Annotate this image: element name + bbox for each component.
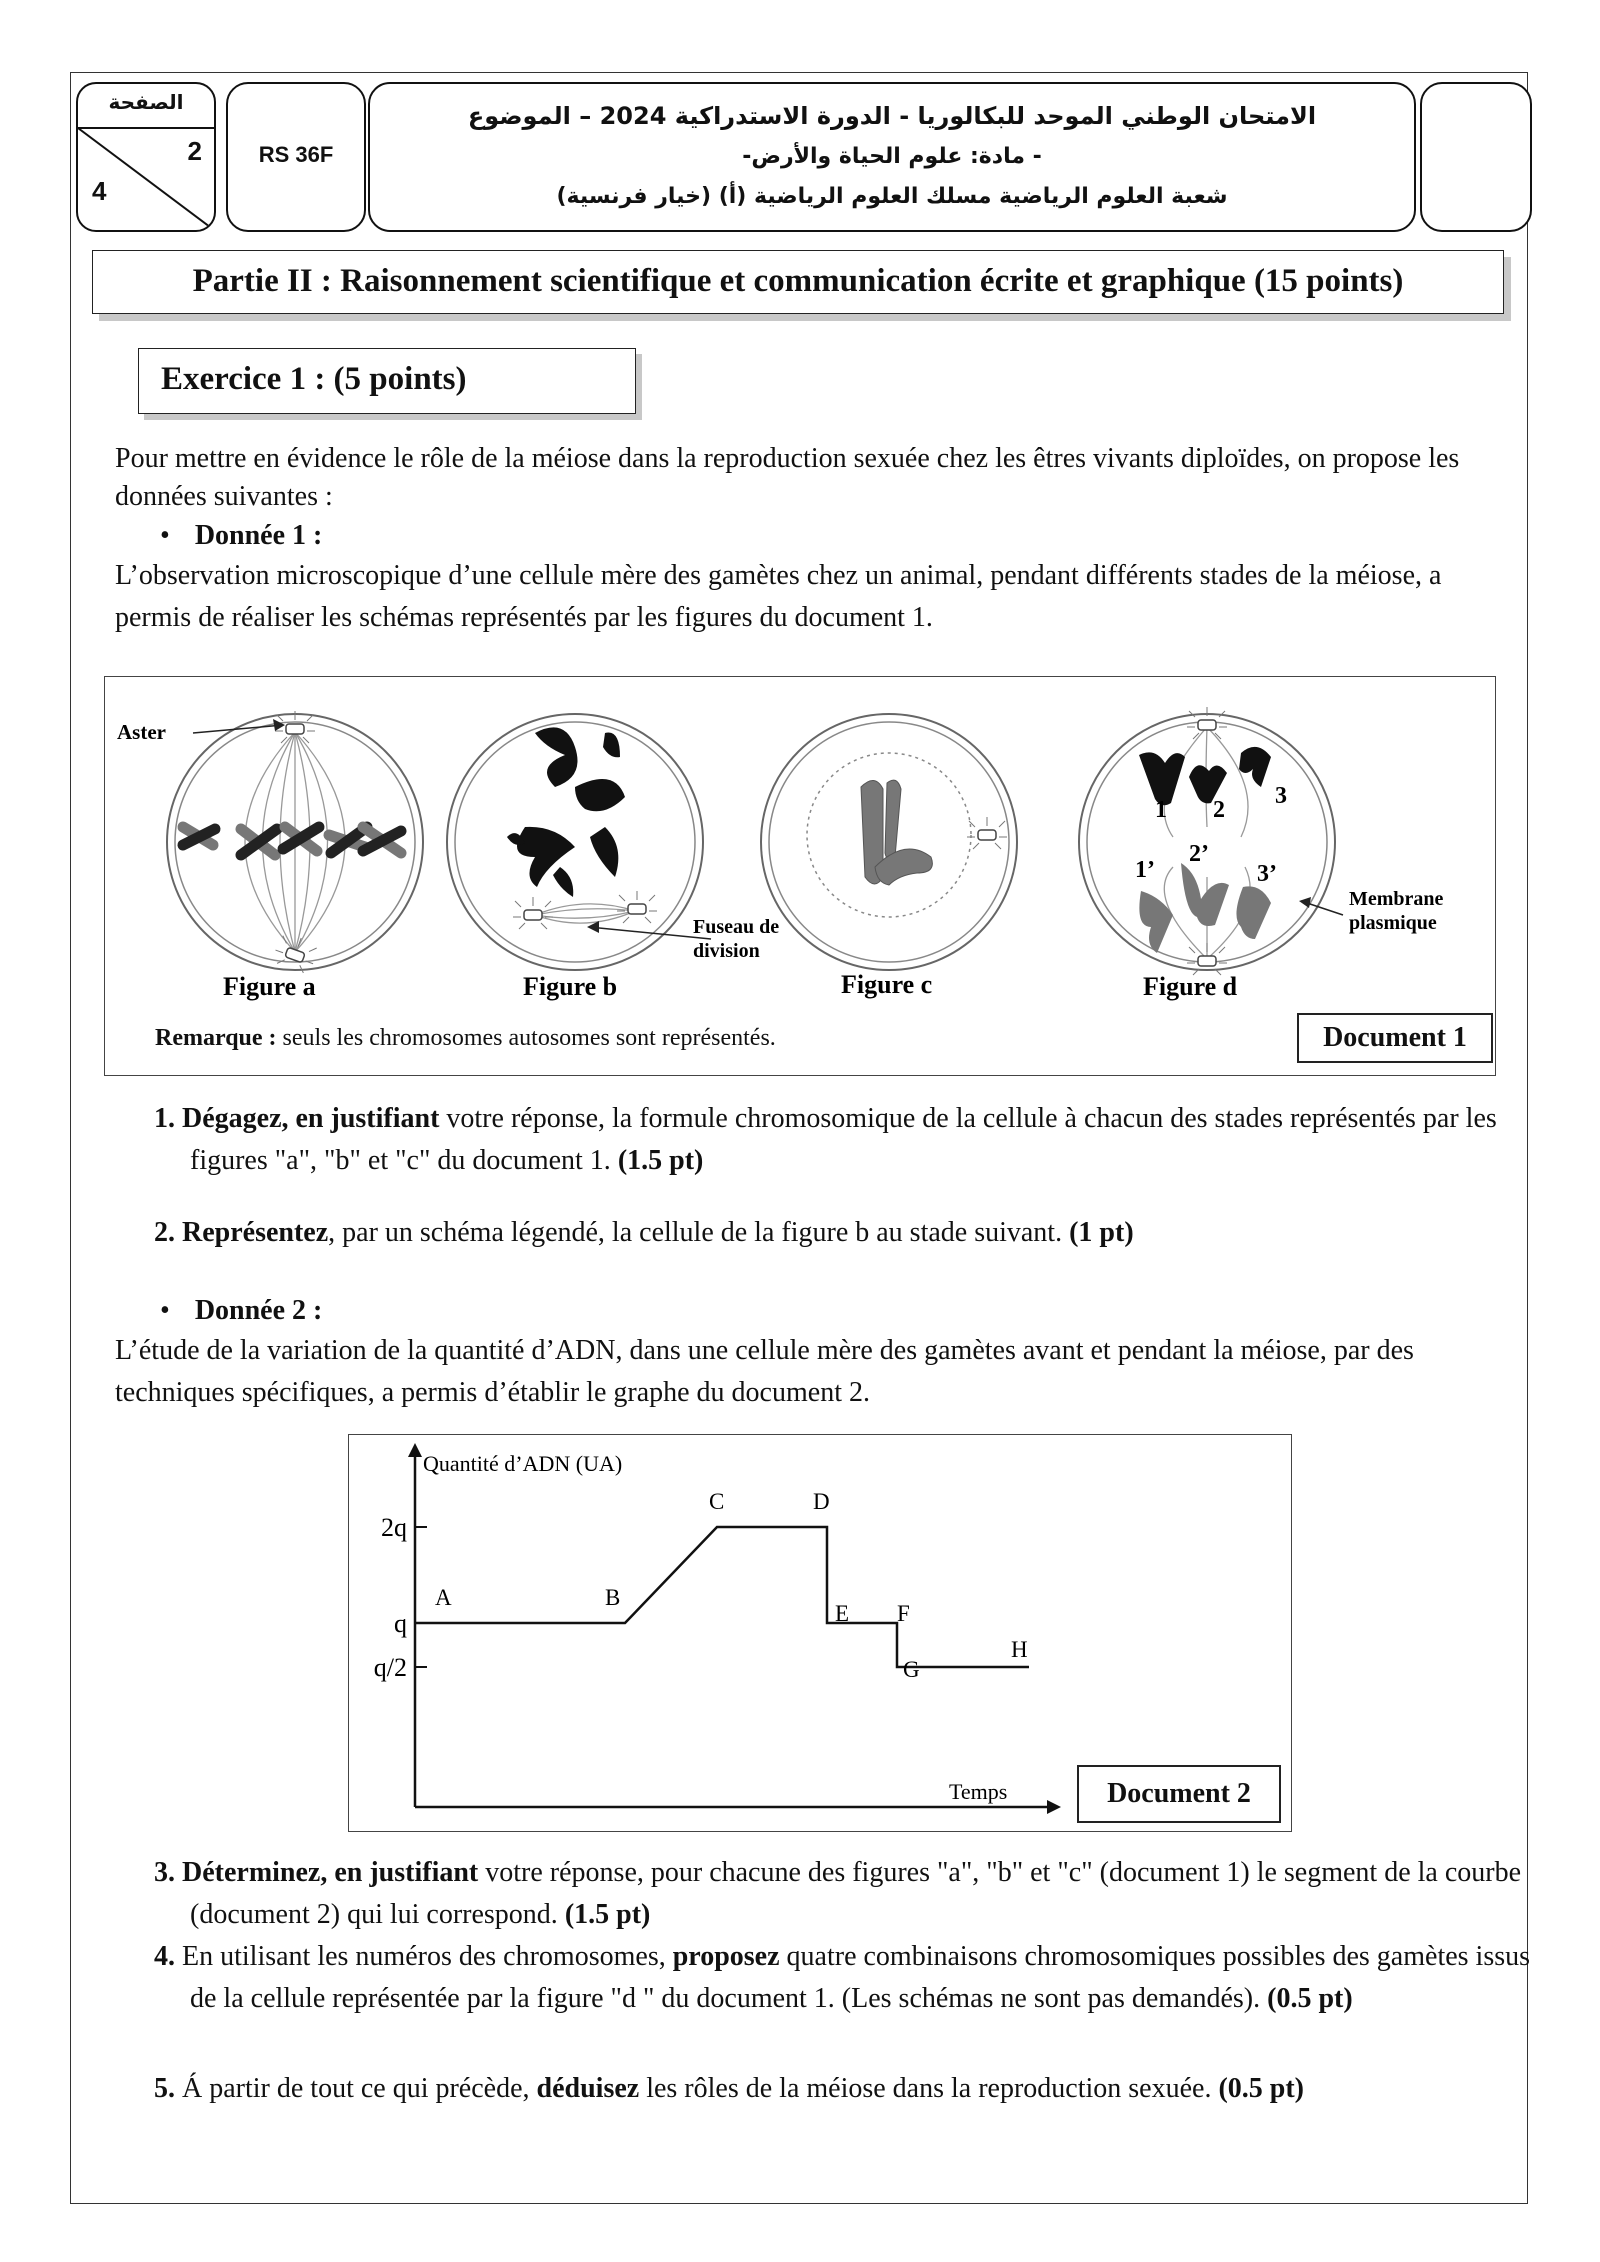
blank-box bbox=[1420, 82, 1532, 232]
y-axis-label: Quantité d’ADN (UA) bbox=[423, 1451, 623, 1476]
figure-b-cell bbox=[447, 714, 703, 970]
document1-label: Document 1 bbox=[1297, 1013, 1493, 1063]
document2 bbox=[348, 1434, 1292, 1832]
donnee1-text: L’observation microscopique d’une cellule mère des gamètes chez un animal, pendant différents stades de la méiose, a permis de réaliser les schémas représentés par les figures du document 1. bbox=[115, 560, 1442, 633]
chromosome-2: 2 bbox=[1213, 797, 1225, 823]
donnee1-heading bbox=[160, 517, 322, 555]
question-5-number: 5. bbox=[154, 2073, 175, 2104]
chromosome-1: 1 bbox=[1155, 797, 1167, 823]
part-title: Partie II : Raisonnement scientifique et communication écrite et graphique (15 points) bbox=[192, 263, 1404, 299]
header-line2: - مادة: علوم الحياة والأرض- bbox=[742, 144, 1042, 169]
membrane-label-2: plasmique bbox=[1349, 912, 1437, 934]
header-line1: الامتحان الوطني الموحد للبكالوريا - الدورة الاستدراكية 2024 – الموضوع bbox=[467, 102, 1317, 130]
question-3 bbox=[154, 1852, 1530, 1936]
question-5-points: (0.5 pt) bbox=[1218, 2073, 1304, 2104]
dna-curve bbox=[415, 1527, 1029, 1667]
page-label: الصفحة bbox=[108, 90, 184, 114]
code-box bbox=[226, 82, 366, 232]
title-box bbox=[368, 82, 1416, 232]
page-total: 4 bbox=[92, 176, 107, 206]
question-5-text: les rôles de la méiose dans la reproduction sexuée. bbox=[639, 2073, 1219, 2104]
question-2-number: 2. bbox=[154, 1217, 175, 1248]
question-3-verb: Déterminez, en justifiant bbox=[182, 1857, 479, 1888]
y-tick-label: q bbox=[394, 1609, 407, 1638]
fuseau-label-2: division bbox=[693, 940, 760, 962]
page-number: 2 bbox=[187, 136, 202, 166]
remark-text: seuls les chromosomes autosomes sont représentés. bbox=[282, 1025, 776, 1051]
page-number-box bbox=[76, 82, 216, 232]
question-3-text: votre réponse, pour chacune des figures "a", "b" et "c" (document 1) le segment de la courbe (document 2) qui lui correspond. bbox=[190, 1857, 1522, 1930]
point-label-a: A bbox=[435, 1585, 452, 1610]
figure-b-caption: Figure b bbox=[523, 972, 618, 1001]
question-2-text: , par un schéma légendé, la cellule de la figure b au stade suivant. bbox=[328, 1217, 1070, 1248]
exercise-title: Exercice 1 : (5 points) bbox=[161, 361, 467, 397]
donnee2-heading bbox=[160, 1292, 322, 1330]
point-label-c: C bbox=[709, 1489, 725, 1514]
chromosome-3-prime: 3’ bbox=[1257, 861, 1277, 887]
donnee1-title: Donnée 1 : bbox=[194, 520, 323, 551]
x-axis-label: Temps bbox=[949, 1779, 1008, 1804]
question-2-points: (1 pt) bbox=[1069, 1217, 1134, 1248]
question-4-verb: proposez bbox=[672, 1941, 780, 1972]
point-label-h: H bbox=[1011, 1637, 1028, 1662]
chromosome-1-prime: 1’ bbox=[1135, 857, 1155, 883]
figure-a-cell bbox=[167, 711, 423, 975]
figure-c-caption: Figure c bbox=[841, 970, 933, 999]
question-4-points: (0.5 pt) bbox=[1267, 1983, 1353, 2014]
question-4-number: 4. bbox=[154, 1941, 175, 1972]
exam-code: RS 36F bbox=[258, 142, 334, 167]
chromosome-2-prime: 2’ bbox=[1189, 841, 1209, 867]
bullet: • bbox=[160, 1295, 170, 1326]
question-1-points: (1.5 pt) bbox=[617, 1145, 704, 1176]
aster-label: Aster bbox=[117, 720, 166, 744]
donnee2-text: L’étude de la variation de la quantité d’ADN, dans une cellule mère des gamètes avant et pendant la méiose, par des techniques spécifiques, a permis d’établir le graphe du document 2. bbox=[115, 1335, 1414, 1408]
question-4-text: quatre combinaisons chromosomiques possibles des gamètes issus de la cellule représentée par la figure "d " du document 1. (Les schémas ne sont pas demandés). bbox=[190, 1941, 1531, 2014]
question-2-verb: Représentez bbox=[182, 1217, 329, 1248]
y-tick-label: 2q bbox=[381, 1513, 407, 1542]
bullet: • bbox=[160, 520, 170, 551]
part-title-banner bbox=[92, 250, 1504, 314]
y-axis-arrow bbox=[408, 1443, 422, 1457]
question-3-points: (1.5 pt) bbox=[564, 1899, 651, 1930]
document2-label: Document 2 bbox=[1077, 1765, 1281, 1823]
document1 bbox=[104, 676, 1496, 1076]
intro-paragraph: Pour mettre en évidence le rôle de la méiose dans la reproduction sexuée chez les êtres vivants diploïdes, on propose les données suivantes : bbox=[115, 443, 1460, 512]
question-5-verb: déduisez bbox=[536, 2073, 640, 2104]
question-4 bbox=[154, 1936, 1530, 2020]
question-4-pre: En utilisant les numéros des chromosomes, bbox=[175, 1941, 673, 1972]
figure-d-caption: Figure d bbox=[1143, 972, 1238, 1001]
figure-a-caption: Figure a bbox=[223, 972, 316, 1001]
header-line3: شعبة العلوم الرياضية مسلك العلوم الرياضية (أ) (خيار فرنسية) bbox=[556, 184, 1228, 209]
question-1-number: 1. bbox=[154, 1103, 175, 1134]
question-5 bbox=[154, 2068, 1494, 2110]
question-3-number: 3. bbox=[154, 1857, 175, 1888]
question-5-pre: Á partir de tout ce qui précède, bbox=[175, 2073, 537, 2104]
document1-figures bbox=[105, 677, 1495, 1075]
remark-bold: Remarque : bbox=[155, 1025, 277, 1051]
point-label-d: D bbox=[813, 1489, 830, 1514]
question-1-verb: Dégagez, en justifiant bbox=[182, 1103, 440, 1134]
question-2 bbox=[154, 1212, 1494, 1254]
chromosome-3: 3 bbox=[1275, 783, 1287, 809]
membrane-label-1: Membrane bbox=[1349, 888, 1444, 910]
x-axis-arrow bbox=[1047, 1800, 1061, 1814]
fuseau-label-1: Fuseau de bbox=[693, 916, 780, 938]
document1-remark bbox=[155, 1025, 776, 1052]
figure-c-cell bbox=[761, 714, 1017, 970]
y-tick-label: q/2 bbox=[373, 1653, 407, 1682]
point-label-e: E bbox=[835, 1601, 850, 1626]
point-label-f: F bbox=[897, 1601, 910, 1626]
exercise-title-banner bbox=[138, 348, 636, 414]
donnee2-title: Donnée 2 : bbox=[194, 1295, 323, 1326]
question-1-text: votre réponse, la formule chromosomique de la cellule à chacun des stades représentés par les figures "a", "b" et "c" du document 1. bbox=[190, 1103, 1497, 1176]
point-label-b: B bbox=[605, 1585, 621, 1610]
figure-d-cell bbox=[1079, 707, 1335, 975]
question-1 bbox=[154, 1098, 1530, 1182]
point-label-g: G bbox=[903, 1657, 920, 1682]
